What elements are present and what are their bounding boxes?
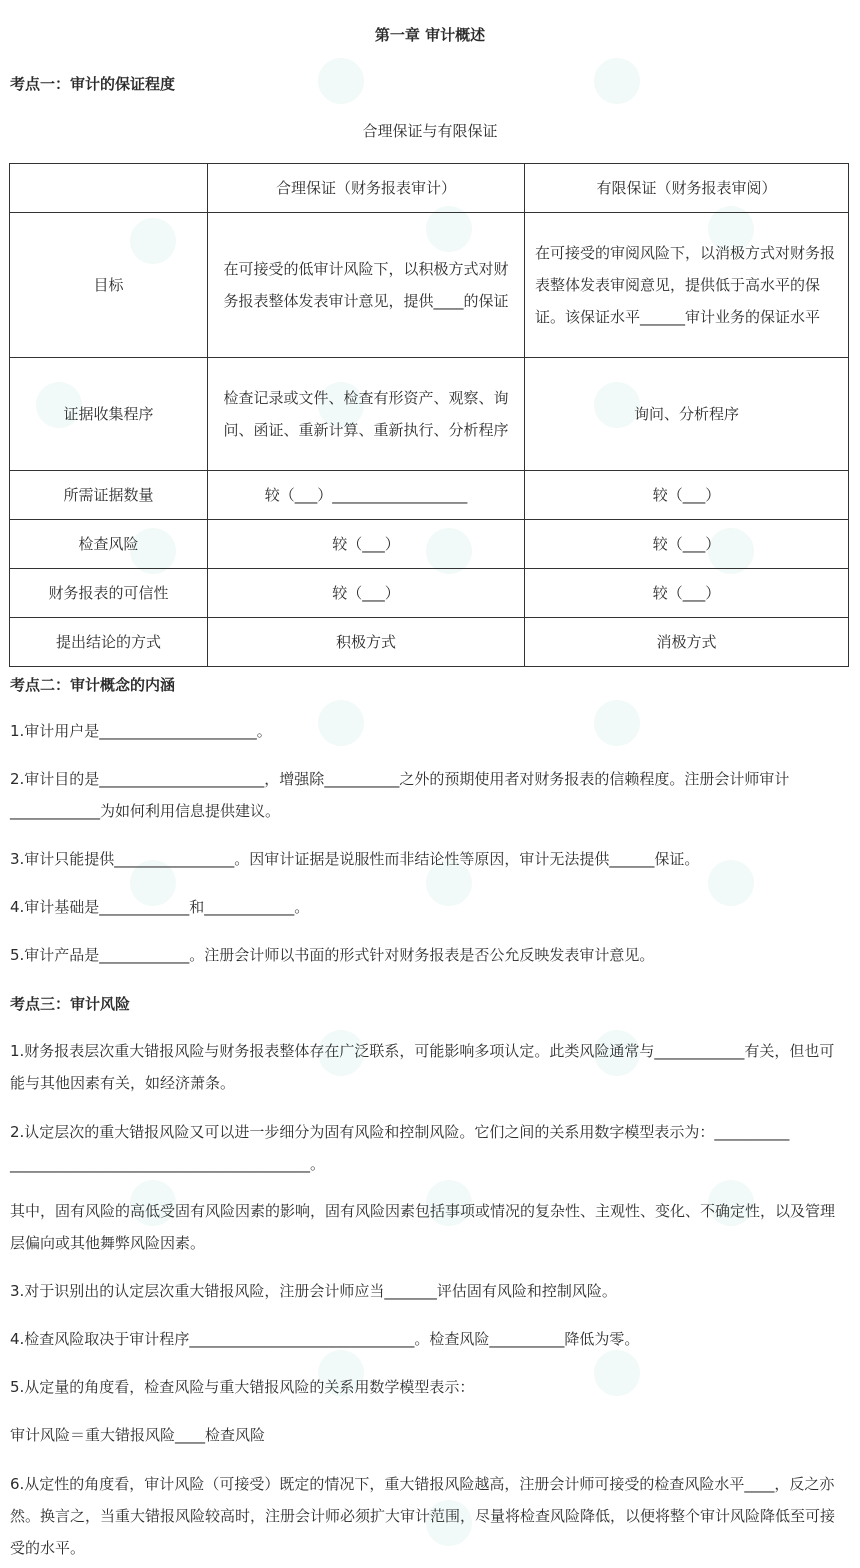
table-header-cell: 合理保证（财务报表审计） [208,164,525,213]
question-item: 3.审计只能提供________________。因审计证据是说服性而非结论性等原因，审计无法提供______保证。 [10,850,700,868]
limited-cell: 较（___） [525,520,849,569]
reasonable-cell: 在可接受的低审计风险下，以积极方式对财务报表整体发表审计意见，提供____的保证 [208,213,525,358]
table-caption: 合理保证与有限保证 [362,122,498,140]
row-label: 所需证据数量 [10,471,208,520]
question-item: 4.检查风险取决于审计程序______________________________。检查风险__________降低为零。 [10,1330,640,1348]
question-item: 3.对于识别出的认定层次重大错报风险，注册会计师应当_______评估固有风险和控制风险。 [10,1282,617,1300]
chapter-title: 第一章 审计概述 [374,26,486,44]
table-row [10,569,849,618]
question-item: 4.审计基础是____________和____________。 [10,898,310,916]
question-item: 1.审计用户是_____________________。 [10,722,272,740]
row-label: 证据收集程序 [10,358,208,471]
limited-cell: 询问、分析程序 [525,358,849,471]
question-item: 5.审计产品是____________。注册会计师以书面的形式针对财务报表是否公允反映发表审计意见。 [10,946,655,964]
section-heading-3: 考点三：审计风险 [10,995,131,1013]
note-paragraph: 其中，固有风险的高低受固有风险因素的影响，固有风险因素包括事项或情况的复杂性、主观性、变化、不确定性，以及管理层偏向或其他舞弊风险因素。 [10,1202,836,1252]
assurance-table [9,163,849,667]
reasonable-cell: 积极方式 [208,618,525,667]
row-label: 检查风险 [10,520,208,569]
question-item: 1.财务报表层次重大错报风险与财务报表整体存在广泛联系，可能影响多项认定。此类风险通常与____________有关，但也可能与其他因素有关，如经济萧条。 [10,1042,835,1092]
section-heading-2: 考点二：审计概念的内涵 [10,676,176,694]
reasonable-cell: 较（___） [208,520,525,569]
table-row [10,213,849,358]
question-item: 6.从定性的角度看，审计风险（可接受）既定的情况下，重大错报风险越高，注册会计师可接受的检查风险水平____，反之亦然。换言之，当重大错报风险较高时，注册会计师必须扩大审计范围，尽量将检查风险降低，以便将整个审计风险降低至可接受的水平。 [10,1475,836,1557]
reasonable-cell: 检查记录或文件、检查有形资产、观察、询问、函证、重新计算、重新执行、分析程序 [208,358,525,471]
limited-cell: 较（___） [525,569,849,618]
reasonable-cell: 较（___）__________________ [208,471,525,520]
table-header-row [10,164,849,213]
table-header-cell [10,164,208,213]
question-item: 5.从定量的角度看，检查风险与重大错报风险的关系用数学模型表示： [10,1378,475,1396]
limited-cell: 较（___） [525,471,849,520]
question-item: 2.审计目的是______________________，增强除__________之外的预期使用者对财务报表的信赖程度。注册会计师审计____________为如何利用信息提供建议。 [10,770,790,820]
table-row [10,358,849,471]
reasonable-cell: 较（___） [208,569,525,618]
row-label: 财务报表的可信性 [10,569,208,618]
formula-line: 审计风险＝重大错报风险____检查风险 [10,1426,266,1444]
limited-cell: 在可接受的审阅风险下，以消极方式对财务报表整体发表审阅意见，提供低于高水平的保证。该保证水平______审计业务的保证水平 [525,213,849,358]
section-heading-1: 考点一：审计的保证程度 [10,75,176,93]
table-row [10,618,849,667]
row-label: 提出结论的方式 [10,618,208,667]
limited-cell: 消极方式 [525,618,849,667]
question-item: 2.认定层次的重大错报风险又可以进一步细分为固有风险和控制风险。它们之间的关系用数字模型表示为：__________ ________________________________________。 [10,1123,790,1173]
row-label: 目标 [10,213,208,358]
table-row [10,471,849,520]
table-header-cell: 有限保证（财务报表审阅） [525,164,849,213]
table-row [10,520,849,569]
